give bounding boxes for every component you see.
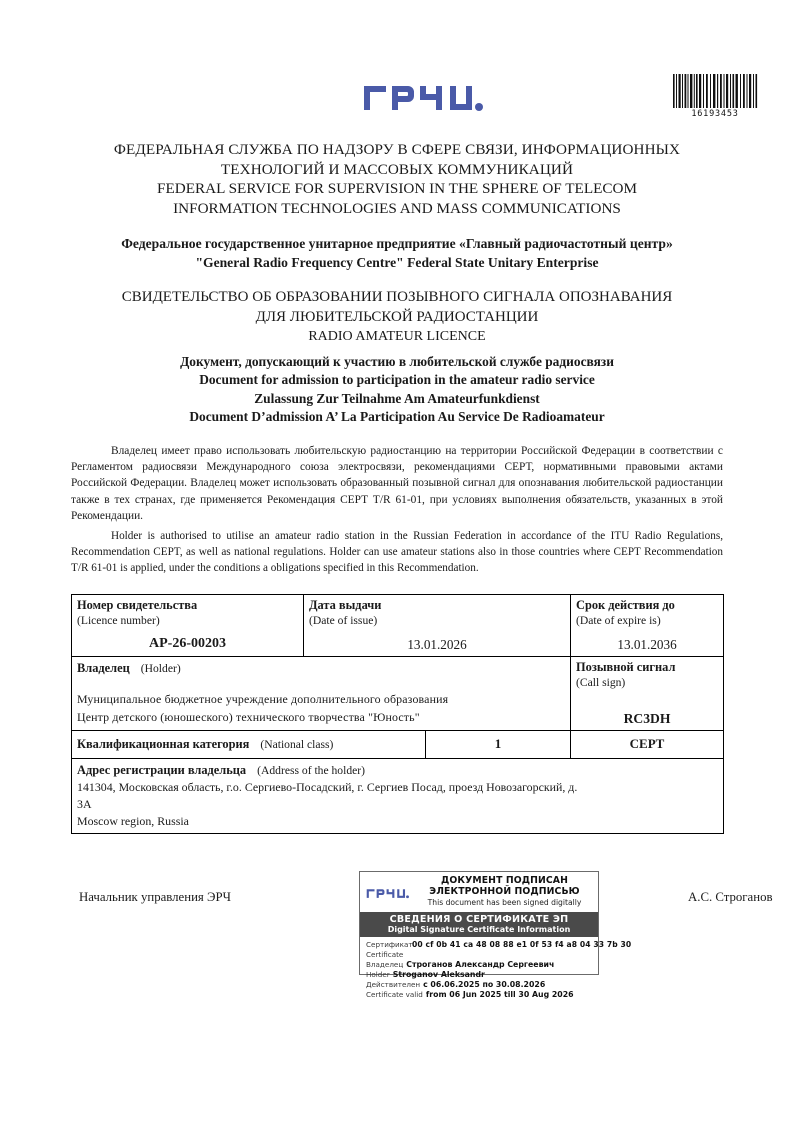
table-row-class bbox=[72, 731, 724, 759]
stamp-certificate-serial: 00 cf 0b 41 ca 48 08 88 e1 0f 53 f4 a8 04 33 7b 30 bbox=[412, 940, 632, 949]
expire-date-value: 13.01.2036 bbox=[617, 637, 677, 652]
admission-text-fr: Document D’admission A’ La Participation Au Service De Radioamateur bbox=[189, 409, 605, 425]
holder-name-line1: Муниципальное бюджетное учреждение дополнительного образования bbox=[77, 692, 449, 706]
class-label-en: (National class) bbox=[260, 738, 334, 751]
stamp-owner-value-ru: Строганов Александр Сергеевич bbox=[406, 959, 555, 969]
issue-date-label-en: (Date of issue) bbox=[309, 614, 378, 627]
issue-date-value: 13.01.2026 bbox=[407, 637, 467, 652]
stamp-certificate-key-ru: Сертификат bbox=[366, 940, 413, 949]
barcode-number: 16193453 bbox=[691, 109, 739, 119]
holder-label-ru: Владелец bbox=[77, 661, 130, 675]
stamp-title-en: This document has been signed digitally bbox=[427, 898, 582, 907]
cell-national-class-label bbox=[72, 731, 426, 759]
cell-date-of-issue bbox=[304, 595, 571, 657]
org-name-en-line1: FEDERAL SERVICE FOR SUPERVISION IN THE SPHERE OF TELECOM bbox=[157, 180, 637, 197]
cell-date-of-expire bbox=[571, 595, 724, 657]
certificate-title-ru-line1: СВИДЕТЕЛЬСТВО ОБ ОБРАЗОВАНИИ ПОЗЫВНОГО СИГНАЛА ОПОЗНАВАНИЯ bbox=[121, 289, 673, 305]
stamp-owner-value-en: Stroganov Aleksandr bbox=[392, 969, 485, 979]
cell-national-class-value: 1 bbox=[426, 731, 571, 759]
callsign-value: RC3DH bbox=[623, 711, 671, 726]
stamp-owner-row-ru bbox=[366, 960, 593, 970]
stamp-header-text bbox=[416, 876, 593, 909]
admission-text-en: Document for admission to participation in the amateur radio service bbox=[199, 372, 595, 388]
stamp-header bbox=[360, 872, 598, 912]
enterprise-name-ru: Федеральное государственное унитарное предприятие «Главный радиочастотный центр» bbox=[121, 236, 673, 251]
address-label-en: (Address of the holder) bbox=[257, 764, 365, 777]
address-line1: 141304, Московская область, г.о. Сергиево-Посадский, г. Сергиев Посад, проезд Новозагорский, д. bbox=[77, 780, 578, 794]
table-row-address bbox=[72, 759, 724, 834]
org-name-ru-line2: ТЕХНОЛОГИЙ И МАССОВЫХ КОММУНИКАЦИЙ bbox=[220, 160, 574, 178]
licence-number-label-en: (Licence number) bbox=[77, 614, 160, 627]
licence-details-table bbox=[71, 594, 724, 834]
org-name-en-line2: INFORMATION TECHNOLOGIES AND MASS COMMUNICATIONS bbox=[173, 199, 621, 217]
admission-text-de: Zulassung Zur Teilnahme Am Amateurfunkdienst bbox=[254, 390, 540, 406]
stamp-owner-row-en bbox=[366, 970, 593, 980]
table-row-numbers bbox=[72, 595, 724, 657]
stamp-owner-key-ru: Владелец bbox=[366, 959, 404, 969]
stamp-validity-row-ru bbox=[366, 980, 593, 990]
terms-paragraph-en bbox=[71, 528, 723, 577]
stamp-title-ru-line1: ДОКУМЕНТ ПОДПИСАН bbox=[441, 875, 568, 886]
table-row-holder bbox=[72, 657, 724, 731]
stamp-validity-key-ru: Действителен bbox=[366, 979, 421, 989]
cell-holder bbox=[72, 657, 571, 731]
certificate-title-ru-line2: ДЛЯ ЛЮБИТЕЛЬСКОЙ РАДИОСТАНЦИИ bbox=[255, 308, 539, 325]
expire-date-label-en: (Date of expire is) bbox=[576, 614, 661, 627]
stamp-grchc-logo bbox=[366, 886, 410, 899]
signer-name: А.С. Строганов bbox=[688, 890, 773, 904]
stamp-band-ru: СВЕДЕНИЯ О СЕРТИФИКАТЕ ЭП bbox=[389, 913, 569, 925]
org-name-ru-line1: ФЕДЕРАЛЬНАЯ СЛУЖБА ПО НАДЗОРУ В СФЕРЕ СВЯЗИ, ИНФОРМАЦИОННЫХ bbox=[113, 141, 681, 158]
stamp-validity-value-en: from 06 Jun 2025 till 30 Aug 2026 bbox=[425, 989, 574, 999]
class-label-ru: Квалификационная категория bbox=[77, 737, 250, 751]
stamp-validity-value-ru: с 06.06.2025 по 30.08.2026 bbox=[423, 979, 546, 989]
holder-label-en: (Holder) bbox=[140, 662, 181, 675]
stamp-certificate-key-en: Certificate bbox=[366, 949, 404, 959]
stamp-certificate-row bbox=[366, 940, 632, 959]
address-line3: Moscow region, Russia bbox=[77, 814, 189, 828]
terms-paragraph-ru bbox=[71, 443, 723, 524]
holder-name-line2: Центр детского (юношеского) технического творчества "Юность" bbox=[77, 709, 420, 724]
stamp-validity-key-en: Certificate valid bbox=[366, 989, 423, 999]
address-line2: 3А bbox=[77, 797, 92, 811]
expire-date-label-ru: Срок действия до bbox=[576, 598, 675, 612]
cell-address bbox=[72, 759, 724, 834]
grchc-logo bbox=[362, 76, 486, 112]
stamp-certificate-details bbox=[360, 937, 632, 1002]
licence-number-label-ru: Номер свидетельства bbox=[77, 598, 198, 612]
cell-callsign bbox=[571, 657, 724, 731]
stamp-owner-key-en: Holder bbox=[366, 969, 390, 979]
cell-cept-value: CEPT bbox=[571, 731, 724, 759]
terms-paragraph-ru-text: Владелец имеет право использовать любительскую радиостанцию на территории Российской Федерации в соответствии с Регламентом радиосвязи Международного союза электросвязи, рекомендациями СЕРТ, нормативными правовыми актами Российской Федерации. Владелец может использовать образованный позывной сигнал для опознавания любительской радиостанции также в тех странах, где применяется Рекомендация СЕРТ T/R 61-01, при условиях выполнения обязательств, указанных в этой Рекомендации. bbox=[71, 445, 723, 522]
title-block bbox=[64, 140, 730, 427]
terms-paragraph-en-text: Holder is authorised to utilise an amateur radio station in the Russian Federation in accordance of the ITU Radio Regulations, Recommendation CEPT, as well as national regulations. Holder can use amateur stations also in those countries where CEPT Recommendation T/R 61-01 is applied, under the conditions a obligations specified in this Recommendation. bbox=[71, 530, 723, 575]
licence-number-value: АР-26-00203 bbox=[149, 636, 226, 651]
stamp-validity-row-en bbox=[366, 990, 593, 1000]
callsign-label-en: (Call sign) bbox=[576, 676, 626, 689]
stamp-band-en: Digital Signature Certificate Information bbox=[387, 924, 571, 934]
stamp-certificate-keys bbox=[366, 940, 412, 959]
enterprise-name-en: "General Radio Frequency Centre" Federal State Unitary Enterprise bbox=[195, 255, 599, 270]
barcode-bars bbox=[672, 74, 758, 108]
barcode bbox=[672, 74, 758, 119]
signer-position-title: Начальник управления ЭРЧ bbox=[79, 890, 231, 904]
callsign-label-ru: Позывной сигнал bbox=[576, 660, 676, 674]
stamp-band bbox=[360, 912, 598, 938]
issue-date-label-ru: Дата выдачи bbox=[309, 598, 382, 612]
stamp-title-ru-line2: ЭЛЕКТРОННОЙ ПОДПИСЬЮ bbox=[429, 885, 580, 897]
cell-licence-number bbox=[72, 595, 304, 657]
certificate-title-en: RADIO AMATEUR LICENCE bbox=[308, 329, 486, 344]
digital-signature-stamp bbox=[359, 871, 632, 999]
address-label-ru: Адрес регистрации владельца bbox=[77, 763, 247, 777]
admission-text-ru: Документ, допускающий к участию в любительской службе радиосвязи bbox=[180, 353, 614, 369]
